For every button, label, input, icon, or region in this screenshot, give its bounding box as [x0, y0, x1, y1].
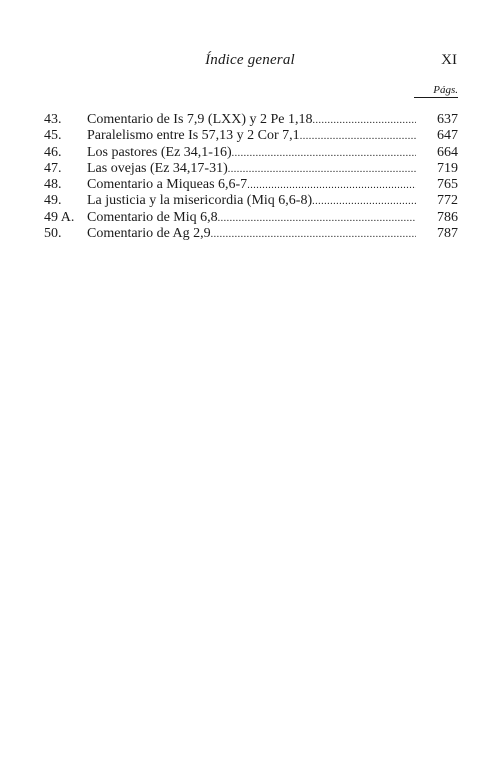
- entry-number: 43.: [44, 112, 62, 127]
- pages-column-label: Págs.: [414, 84, 458, 98]
- entry-title: Comentario a Miqueas 6,6-7: [87, 177, 248, 193]
- entry-number: 50.: [44, 226, 62, 242]
- toc-entry: [44, 145, 458, 161]
- toc-entry: [44, 112, 458, 128]
- entry-body: [87, 210, 416, 227]
- entry-page: 664: [437, 144, 458, 160]
- entry-body: [87, 161, 416, 178]
- entry-number: 46.: [44, 144, 62, 160]
- entry-page: 765: [437, 177, 458, 193]
- running-head: [0, 52, 500, 72]
- entry-body: [87, 226, 416, 243]
- entry-title: Los pastores (Ez 34,1-16): [87, 144, 232, 160]
- entry-number: 47.: [44, 160, 62, 176]
- entry-page: 772: [437, 193, 458, 209]
- entry-body: [87, 177, 416, 194]
- dot-leader: [218, 211, 416, 227]
- entry-page: 637: [437, 112, 458, 127]
- entry-number: 45.: [44, 128, 62, 144]
- dot-leader: [228, 162, 416, 178]
- entry-title: Comentario de Is 7,9 (LXX) y 2 Pe 1,18: [87, 112, 313, 127]
- page-number: XI: [441, 52, 457, 68]
- running-title: Índice general: [205, 52, 295, 68]
- entry-number: 49 A.: [44, 209, 75, 225]
- toc-entry: [44, 128, 458, 144]
- entry-body: [87, 112, 416, 129]
- dot-leader: [211, 227, 416, 243]
- entry-title: La justicia y la misericordia (Miq 6,6-8): [87, 193, 313, 209]
- entry-title: Comentario de Miq 6,8: [87, 209, 218, 225]
- entry-title: Paralelismo entre Is 57,13 y 2 Cor 7,1: [87, 128, 300, 144]
- entry-number: 48.: [44, 177, 62, 193]
- entry-title: Comentario de Ag 2,9: [87, 226, 211, 242]
- dot-leader: [247, 178, 416, 194]
- entry-number: 49.: [44, 193, 62, 209]
- toc-entry: [44, 226, 458, 242]
- toc-entry: [44, 210, 458, 226]
- entry-page: 719: [437, 160, 458, 176]
- dot-leader: [232, 146, 416, 162]
- entry-body: [87, 193, 416, 210]
- entry-body: [87, 145, 416, 162]
- entry-body: [87, 128, 416, 145]
- toc-entry: [44, 177, 458, 193]
- entry-title: Las ovejas (Ez 34,17-31): [87, 160, 228, 176]
- entry-page: 786: [437, 209, 458, 225]
- entry-page: 647: [437, 128, 458, 144]
- entry-page: 787: [437, 226, 458, 242]
- toc-entry: [44, 161, 458, 177]
- table-of-contents: [44, 112, 458, 242]
- dot-leader: [313, 113, 416, 129]
- dot-leader: [300, 129, 416, 145]
- toc-entry: [44, 193, 458, 209]
- dot-leader: [312, 194, 416, 210]
